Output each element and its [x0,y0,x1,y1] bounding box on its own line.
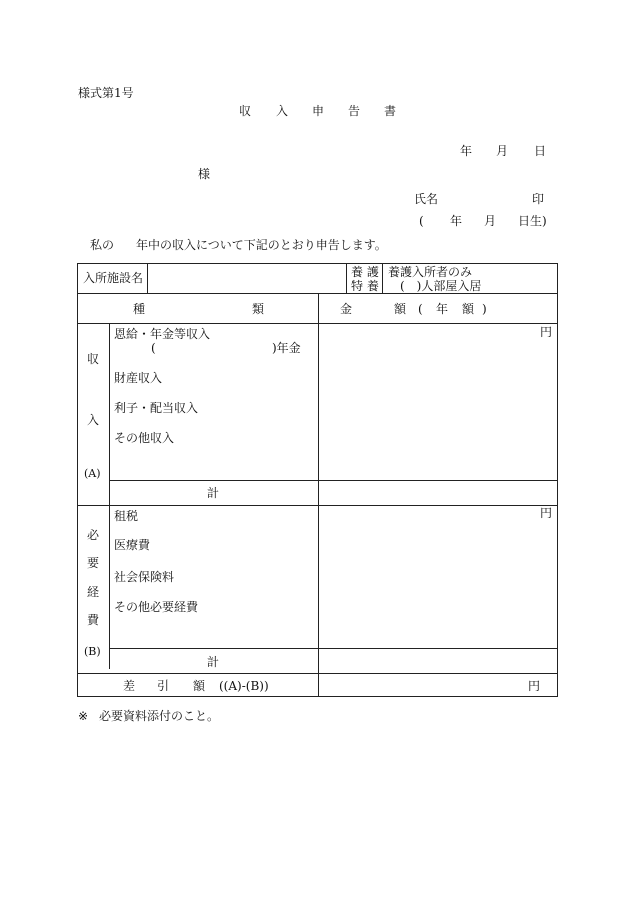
addressee-suffix: 様 [198,167,211,181]
income-pension-open-paren: ( [151,341,156,355]
dob-month: 月 [484,214,497,228]
title-char-4: 告 [348,104,361,118]
expense-medical: 医療費 [114,538,151,552]
col-amount-paren-close: ) [482,302,487,316]
income-yen-unit: 円 [540,325,553,339]
expense-yen-unit: 円 [540,506,553,520]
income-pension: 恩給・年金等収入 [114,327,211,341]
income-other: その他収入 [114,431,175,445]
difference-char-3: 額 [193,679,206,693]
income-label-char-1: 収 [87,352,100,366]
expense-label-char-3: 経 [87,585,100,599]
expense-label-char-4: 費 [87,613,100,627]
col-amount-char-2: 額 [394,302,407,316]
expense-social-insurance: 社会保険料 [114,570,175,584]
expense-label-char-2: 要 [87,556,100,570]
expense-subtotal-label: 計 [207,655,220,669]
title-char-2: 入 [276,104,289,118]
title-char-3: 申 [312,104,325,118]
income-label-a: (A) [84,467,101,480]
facility-name-label: 入所施設名 [83,271,144,285]
date-day: 日 [534,144,547,158]
title-char-1: 収 [239,104,252,118]
difference-formula: ((A)-(B)) [219,679,269,693]
date-year: 年 [460,144,473,158]
expense-label-char-1: 必 [87,528,100,542]
date-month: 月 [496,144,509,158]
title-char-5: 書 [384,104,397,118]
care-option-2: ( )人部屋入居 [400,279,482,293]
expense-tax: 租税 [114,509,139,523]
expense-label-b: (B) [84,645,101,658]
col-type-char-2: 類 [252,302,265,316]
care-type-label-2: 特 養 [351,279,379,293]
declaration-prefix: 私の [90,238,115,252]
declaration-body: 年中の収入について下記のとおり申告します。 [136,238,387,252]
footnote-text: 必要資料添付のこと。 [99,709,220,723]
dob-year: 年 [450,214,463,228]
dob-day: 日生) [518,214,547,228]
difference-char-2: 引 [157,679,170,693]
col-amount-paren-open: ( [418,302,423,316]
income-label-char-2: 入 [87,413,100,427]
income-interest: 利子・配当収入 [114,401,199,415]
care-option-1: 養護入所者のみ [388,265,473,279]
applicant-name-label: 氏名 [414,192,439,206]
col-type-char-1: 種 [133,302,146,316]
income-subtotal-label: 計 [207,486,220,500]
seal-label: 印 [532,192,545,206]
expense-other: その他必要経費 [114,600,199,614]
footnote-mark: ※ [78,709,89,723]
dob-open-paren: ( [419,214,424,228]
difference-yen-unit: 円 [528,679,541,693]
col-amount-char-1: 金 [340,302,353,316]
income-property: 財産収入 [114,371,163,385]
col-amount-char-4: 額 [462,302,475,316]
difference-char-1: 差 [123,679,136,693]
col-amount-char-3: 年 [436,302,449,316]
care-type-label-1: 養 護 [351,265,379,279]
income-pension-close: )年金 [272,341,301,355]
form-number: 様式第1号 [78,86,134,100]
